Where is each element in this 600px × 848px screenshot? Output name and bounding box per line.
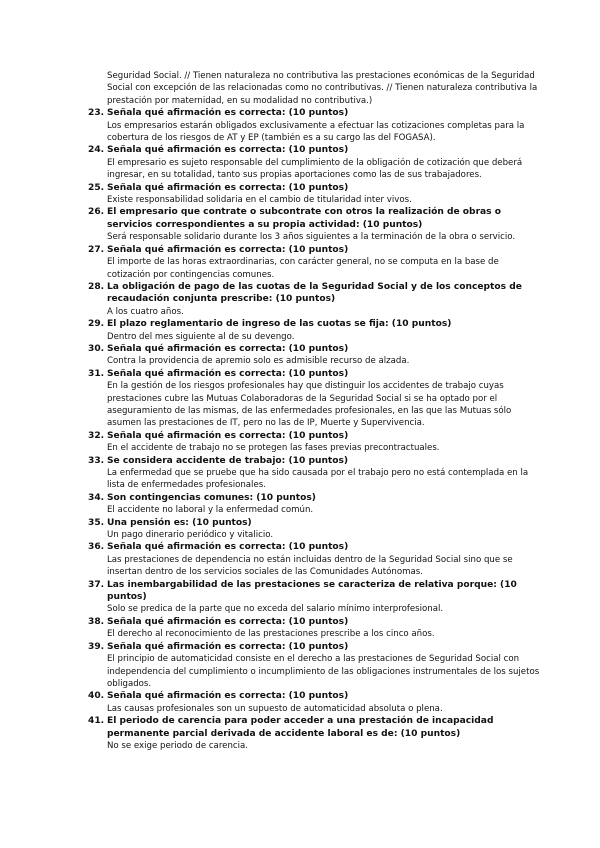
question-item — [88, 455, 540, 492]
previous-answer-continuation: Seguridad Social. // Tienen naturaleza no contributiva las prestaciones económicas de la Seguridad Social con excepción de las relacionadas como no contributivas. // Tienen naturaleza contributiva la prestación por maternidad, en su modalidad no contributiva.) — [107, 71, 538, 106]
question-item — [88, 715, 540, 752]
question-title: Se considera accidente de trabajo: (10 puntos) — [107, 455, 349, 466]
question-title: Señala qué afirmación es correcta: (10 puntos) — [107, 616, 349, 627]
question-list — [88, 107, 540, 752]
question-answer: Un pago dinerario periódico y vitalicio. — [107, 530, 274, 541]
question-answer: Existe responsabilidad solidaria en el cambio de titularidad inter vivos. — [107, 195, 412, 206]
question-number: 41. — [88, 716, 105, 727]
question-title: Son contingencias comunes: (10 puntos) — [107, 492, 316, 503]
question-number: 23. — [88, 108, 105, 119]
question-title: La obligación de pago de las cuotas de la Seguridad Social y de los conceptos de recaudación conjunta prescribe: (10 puntos) — [107, 281, 522, 305]
question-answer: Los empresarios estarán obligados exclusivamente a efectuar las cotizaciones completas para la cobertura de los riesgos de AT y EP (también es a su cargo las del FOGASA). — [107, 120, 525, 144]
question-number: 24. — [88, 145, 105, 156]
question-item — [88, 206, 540, 243]
question-title: Señala qué afirmación es correcta: (10 puntos) — [107, 368, 349, 379]
question-title: Señala qué afirmación es correcta: (10 puntos) — [107, 108, 349, 119]
question-item — [88, 182, 540, 207]
question-item — [88, 430, 540, 455]
question-title: El plazo reglamentario de ingreso de las cuotas se fija: (10 puntos) — [107, 319, 452, 330]
question-number: 35. — [88, 517, 105, 528]
question-number: 26. — [88, 207, 105, 218]
question-number: 28. — [88, 281, 105, 292]
question-answer: El principio de automaticidad consiste en el derecho a las prestaciones de Seguridad Social con independencia del cumplimiento o incumplimiento de las obligaciones instrumentales de los sujetos obligados. — [107, 654, 540, 689]
question-answer: Las causas profesionales son un supuesto de automaticidad absoluta o plena. — [107, 703, 443, 714]
question-number: 31. — [88, 368, 105, 379]
question-answer: La enfermedad que se pruebe que ha sido causada por el trabajo pero no está contemplada en la lista de enfermedades profesionales. — [107, 468, 529, 491]
question-answer: A los cuatro años. — [107, 306, 184, 317]
question-answer: El accidente no laboral y la enfermedad común. — [107, 505, 314, 516]
question-title: Las inembargabilidad de las prestaciones se caracteriza de relativa porque: (10 puntos) — [107, 579, 517, 603]
question-number: 32. — [88, 430, 105, 441]
question-item — [88, 368, 540, 430]
question-number: 37. — [88, 579, 105, 590]
question-number: 27. — [88, 244, 105, 255]
question-number: 38. — [88, 616, 105, 627]
question-answer: Las prestaciones de dependencia no están incluidas dentro de la Seguridad Social sino que se insertan dentro de los servicios sociales de las Comunidades Autónomas. — [107, 554, 513, 578]
question-title: Señala qué afirmación es correcta: (10 puntos) — [107, 691, 349, 702]
question-number: 40. — [88, 691, 105, 702]
question-title: Señala qué afirmación es correcta: (10 puntos) — [107, 145, 349, 156]
question-title: El empresario que contrate o subcontrate con otros la realización de obras o servicios correspondientes a su propia actividad: (10 puntos) — [107, 207, 502, 230]
question-item — [88, 616, 540, 641]
question-number: 29. — [88, 319, 105, 330]
question-answer: El importe de las horas extraordinarias, con carácter general, no se computa en la base de cotización por contingencias comunes. — [107, 257, 499, 280]
question-number: 34. — [88, 492, 105, 503]
question-answer: En la gestión de los riesgos profesionales hay que distinguir los accidentes de trabajo cuyas prestaciones cubre las Mutuas Colaboradoras de la Seguridad Social si se ha optado por el aseguramiento de las mismas, de las enfermedades profesionales, en las que las Mutuas sólo asumen las prestaciones de IT, pero no las de IP, Muerte y Supervivencia. — [107, 381, 512, 429]
question-item — [88, 281, 540, 318]
question-title: Señala qué afirmación es correcta: (10 puntos) — [107, 641, 349, 652]
question-title: El periodo de carencia para poder acceder a una prestación de incapacidad permanente parcial derivada de accidente laboral es de: (10 puntos) — [107, 716, 494, 739]
question-item — [88, 579, 540, 616]
question-item — [88, 492, 540, 517]
question-item — [88, 244, 540, 281]
question-number: 30. — [88, 343, 105, 354]
question-answer: Será responsable solidario durante los 3 años siguientes a la terminación de la obra o servicio. — [107, 232, 516, 243]
question-item — [88, 690, 540, 715]
question-title: Una pensión es: (10 puntos) — [107, 517, 252, 528]
question-answer: Contra la providencia de apremio solo es admisible recurso de alzada. — [107, 356, 410, 367]
question-answer: Solo se predica de la parte que no exceda del salario mínimo interprofesional. — [107, 604, 444, 615]
question-number: 33. — [88, 455, 105, 466]
question-title: Señala qué afirmación es correcta: (10 puntos) — [107, 244, 349, 255]
question-answer: En el accidente de trabajo no se protegen las fases previas precontractuales. — [107, 443, 440, 454]
question-answer: Dentro del mes siguiente al de su devengo. — [107, 331, 295, 342]
question-title: Señala qué afirmación es correcta: (10 puntos) — [107, 182, 349, 193]
question-number: 25. — [88, 182, 105, 193]
question-item — [88, 107, 540, 144]
question-title: Señala qué afirmación es correcta: (10 puntos) — [107, 343, 349, 354]
question-answer: No se exige periodo de carencia. — [107, 740, 249, 751]
question-title: Señala qué afirmación es correcta: (10 puntos) — [107, 542, 349, 553]
question-item — [88, 517, 540, 542]
question-answer: El derecho al reconocimiento de las prestaciones prescribe a los cinco años. — [107, 629, 435, 640]
question-title: Señala qué afirmación es correcta: (10 puntos) — [107, 430, 349, 441]
question-item — [88, 343, 540, 368]
question-item — [88, 541, 540, 578]
question-item — [88, 144, 540, 181]
question-item — [88, 641, 540, 691]
question-number: 36. — [88, 542, 105, 553]
question-number: 39. — [88, 641, 105, 652]
question-item — [88, 318, 540, 343]
question-answer: El empresario es sujeto responsable del cumplimiento de la obligación de cotización que deberá ingresar, en su totalidad, tanto sus propias aportaciones como las de sus trabajadores. — [107, 157, 523, 181]
